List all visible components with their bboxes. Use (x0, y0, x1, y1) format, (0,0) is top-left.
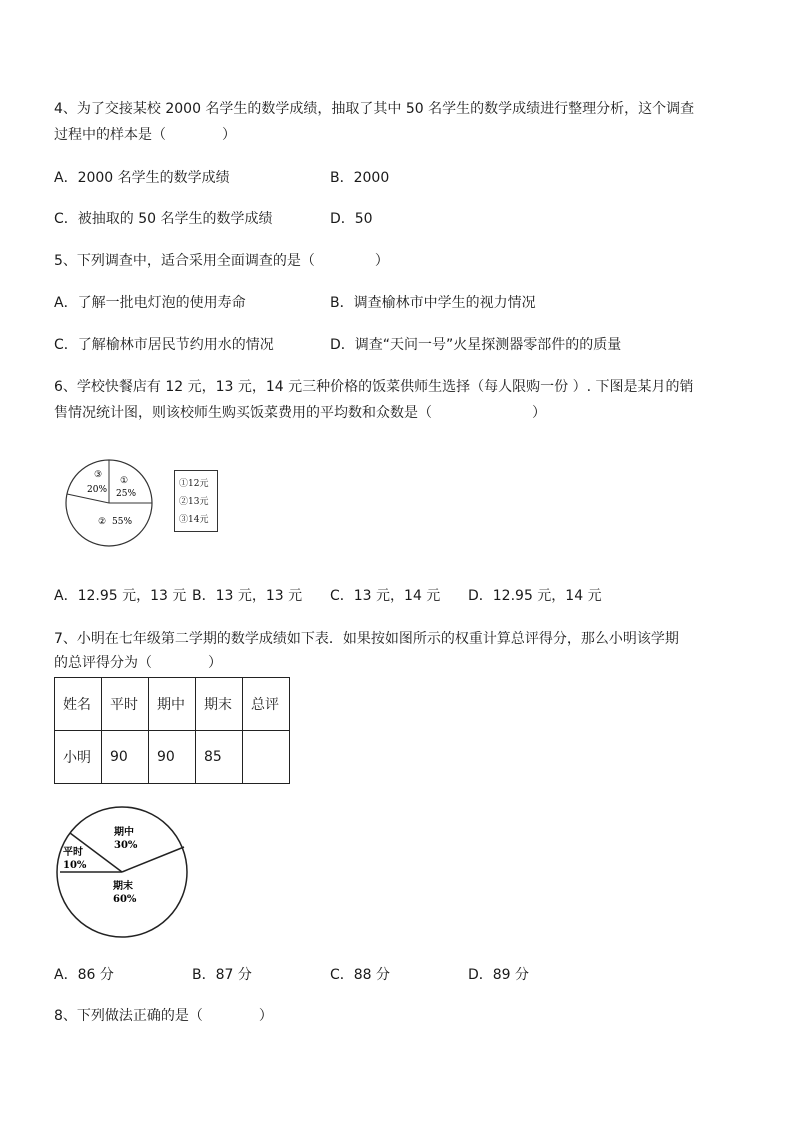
table-header-cell: 期末 (196, 678, 243, 731)
table-header-cell: 平时 (102, 678, 149, 731)
q7-weight-pie-chart (56, 806, 196, 946)
q7-option-a: A．86 分 (54, 967, 114, 983)
q7-option-d: D．89 分 (468, 967, 530, 983)
legend-item: ③14元 (179, 515, 209, 525)
slice-1-marker: ① (120, 476, 129, 486)
q4-option-b: B．2000 (330, 170, 390, 186)
slice-percent: 10% (63, 860, 87, 871)
q7-stem-line1: 7、小明在七年级第二学期的数学成绩如下表．如果按如图所示的权重计算总评得分，那么小明该学期 (54, 631, 679, 647)
slice-1-percent: 25% (116, 489, 137, 499)
table-cell (243, 731, 290, 784)
q4-stem-line1: 4、为了交接某校 2000 名学生的数学成绩，抽取了其中 50 名学生的数学成绩进行整理分析，这个调查 (54, 101, 695, 117)
slice-3-marker: ③ (94, 470, 103, 480)
table-header-row (55, 678, 290, 731)
legend-item: ①12元 (179, 479, 209, 489)
slice-percent: 60% (113, 894, 137, 905)
q6-stem-suffix: ） (532, 405, 546, 421)
table-cell: 小明 (55, 731, 102, 784)
q4-stem-suffix: ） (222, 127, 236, 143)
q8-stem-line1 (54, 1006, 273, 1026)
q7-stem-line2 (54, 653, 222, 673)
table-row (55, 731, 290, 784)
legend-item: ②13元 (179, 497, 209, 507)
slice-percent: 30% (114, 840, 138, 851)
q4-option-c: C．被抽取的 50 名学生的数学成绩 (54, 211, 273, 227)
slice-label: 期末 (113, 881, 133, 892)
q5-option-a: A．了解一批电灯泡的使用寿命 (54, 295, 246, 311)
q5-stem-prefix: 5、下列调查中，适合采用全面调查的是（ (54, 253, 315, 269)
q4-option-a: A．2000 名学生的数学成绩 (54, 170, 230, 186)
table-header-cell: 姓名 (55, 678, 102, 731)
table-header-cell: 期中 (149, 678, 196, 731)
q8-stem-suffix: ） (258, 1008, 273, 1024)
q7-stem-prefix: 的总评得分为（ (54, 655, 152, 671)
q6-option-b: B．13 元，13 元 (192, 588, 303, 604)
q7-option-b: B．87 分 (192, 967, 252, 983)
table-cell: 90 (149, 731, 196, 784)
q6-option-a: A．12.95 元，13 元 (54, 588, 187, 604)
q7-score-table (54, 677, 290, 784)
q6-pie-legend (174, 470, 218, 532)
slice-2-percent: 55% (112, 517, 133, 527)
q7-stem-suffix: ） (208, 655, 222, 671)
slice-label: 期中 (114, 827, 134, 838)
q6-pie-chart (60, 456, 160, 556)
q5-option-b: B．调查榆林市中学生的视力情况 (330, 295, 536, 311)
q6-stem-line1: 6、学校快餐店有 12 元，13 元，14 元三种价格的饭菜供师生选择（每人限购一份 ）. 下图是某月的销 (54, 379, 694, 395)
slice-3-percent: 20% (87, 485, 108, 495)
table-cell: 85 (196, 731, 243, 784)
q6-option-d: D．12.95 元，14 元 (468, 588, 602, 604)
q4-option-d: D．50 (330, 211, 373, 227)
q6-stem-line2 (54, 403, 546, 423)
q8-stem-prefix: 8、下列做法正确的是（ (54, 1008, 203, 1024)
q5-option-c: C．了解榆林市居民节约用水的情况 (54, 337, 274, 353)
q4-stem-line2 (54, 125, 236, 145)
pie-divider (67, 494, 109, 503)
q4-stem-prefix: 过程中的样本是（ (54, 127, 166, 143)
slice-2-marker: ② (98, 517, 107, 527)
q6-option-c: C．13 元，14 元 (330, 588, 441, 604)
table-cell: 90 (102, 731, 149, 784)
q6-stem-prefix: 售情况统计图，则该校师生购买饭菜费用的平均数和众数是（ (54, 405, 432, 421)
slice-label: 平时 (63, 847, 83, 858)
table-header-cell: 总评 (243, 678, 290, 731)
q7-option-c: C．88 分 (330, 967, 391, 983)
q5-option-d: D．调查“天问一号”火星探测器零部件的的质量 (330, 337, 622, 353)
q5-stem-line1 (54, 251, 389, 271)
q5-stem-suffix: ） (374, 253, 389, 269)
